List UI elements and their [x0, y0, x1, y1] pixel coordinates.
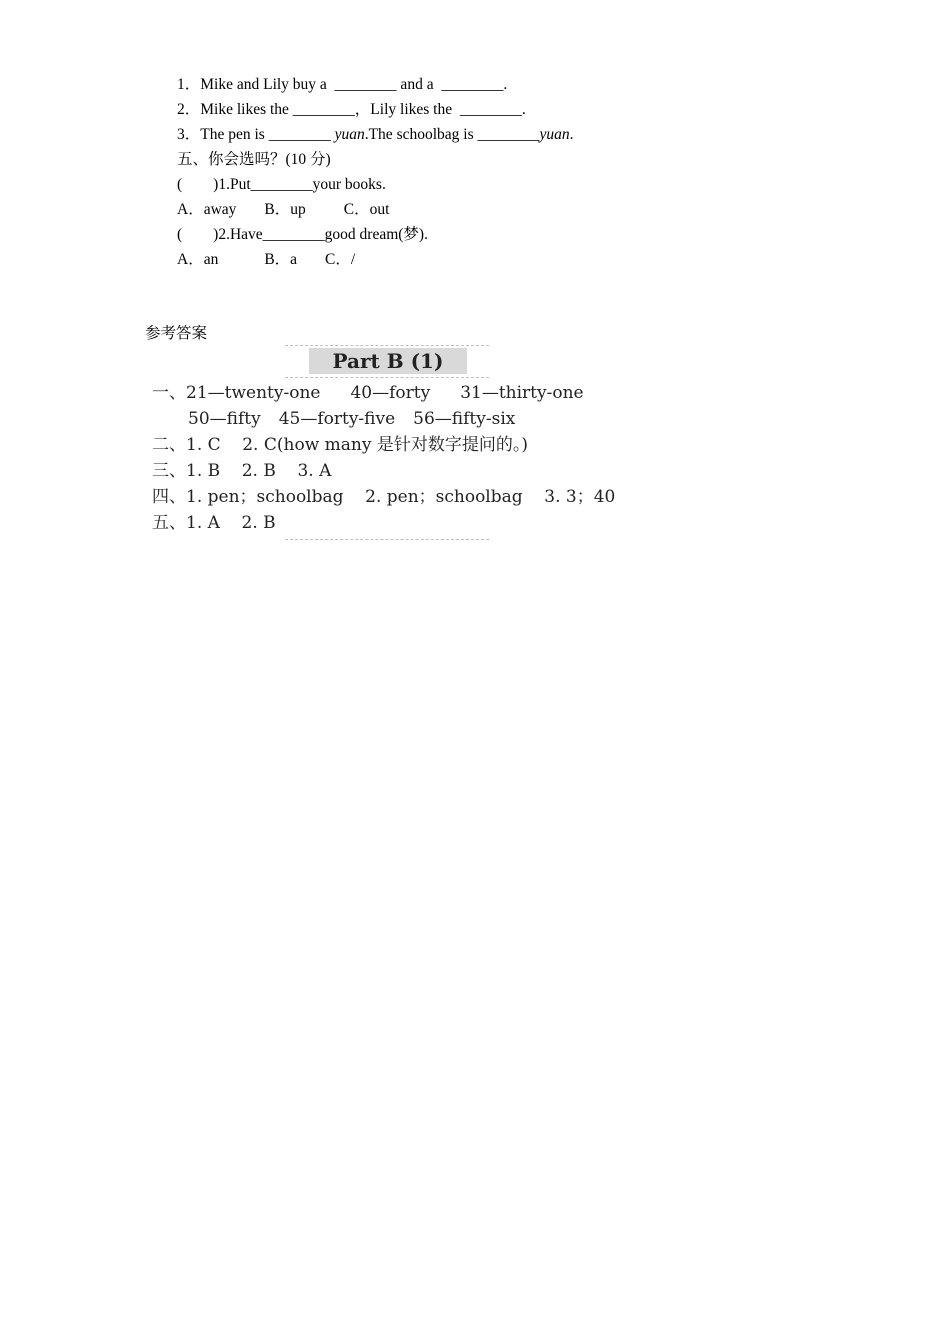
bottom-divider — [285, 539, 489, 540]
answer-2-c: 56—fifty-six — [413, 409, 516, 429]
option-a: A．away — [177, 201, 237, 218]
answer-1-b: 40—forty — [350, 383, 431, 403]
part-header: Part B (1) — [309, 348, 467, 374]
reference-answers-label: 参考答案 — [145, 325, 208, 342]
answer-line-5: 四、1. pen；schoolbag 2. pen；schoolbag 3. 3；40 — [152, 487, 616, 507]
option-c: C．out — [343, 201, 390, 218]
question-5-1: ( )1.Put________your books. — [177, 176, 386, 193]
answer-1-a: 一、21—twenty-one — [152, 383, 321, 403]
question-4-3-yuan-1: yuan — [334, 126, 365, 143]
answer-line-6: 五、1. A 2. B — [152, 513, 276, 533]
answer-2-a: 50—fifty — [188, 409, 261, 429]
answer-line-4: 三、1. B 2. B 3. A — [152, 461, 332, 481]
section-5-title: 五、你会选吗？(10 分) — [177, 151, 331, 168]
answer-2-b: 45—forty-five — [278, 409, 396, 429]
top-divider — [285, 345, 489, 346]
option-a: A．an — [177, 251, 219, 268]
question-4-2: 2．Mike likes the ________，Lily likes the ________. — [177, 101, 526, 118]
question-5-2: ( )2.Have________good dream(梦). — [177, 226, 428, 243]
question-4-3-end: . — [569, 126, 574, 143]
option-b: B．a — [264, 251, 298, 268]
answer-line-2 — [188, 408, 515, 430]
question-4-1: 1．Mike and Lily buy a ________ and a ________. — [177, 76, 508, 93]
question-4-3-mid: .The schoolbag is ________ — [364, 126, 540, 143]
question-5-1-options — [177, 200, 389, 220]
answer-line-3: 二、1. C 2. C(how many 是针对数字提问的。) — [152, 435, 528, 455]
option-b: B．up — [264, 201, 306, 218]
option-c: C．/ — [325, 251, 356, 268]
answer-1-c: 31—thirty-one — [460, 383, 584, 403]
question-4-3-yuan-2: yuan — [539, 126, 570, 143]
question-5-2-options — [177, 250, 355, 270]
question-4-3 — [177, 125, 574, 145]
header-divider — [285, 377, 489, 378]
question-4-3-pre: 3．The pen is ________ — [177, 126, 335, 143]
answer-line-1 — [152, 382, 584, 404]
